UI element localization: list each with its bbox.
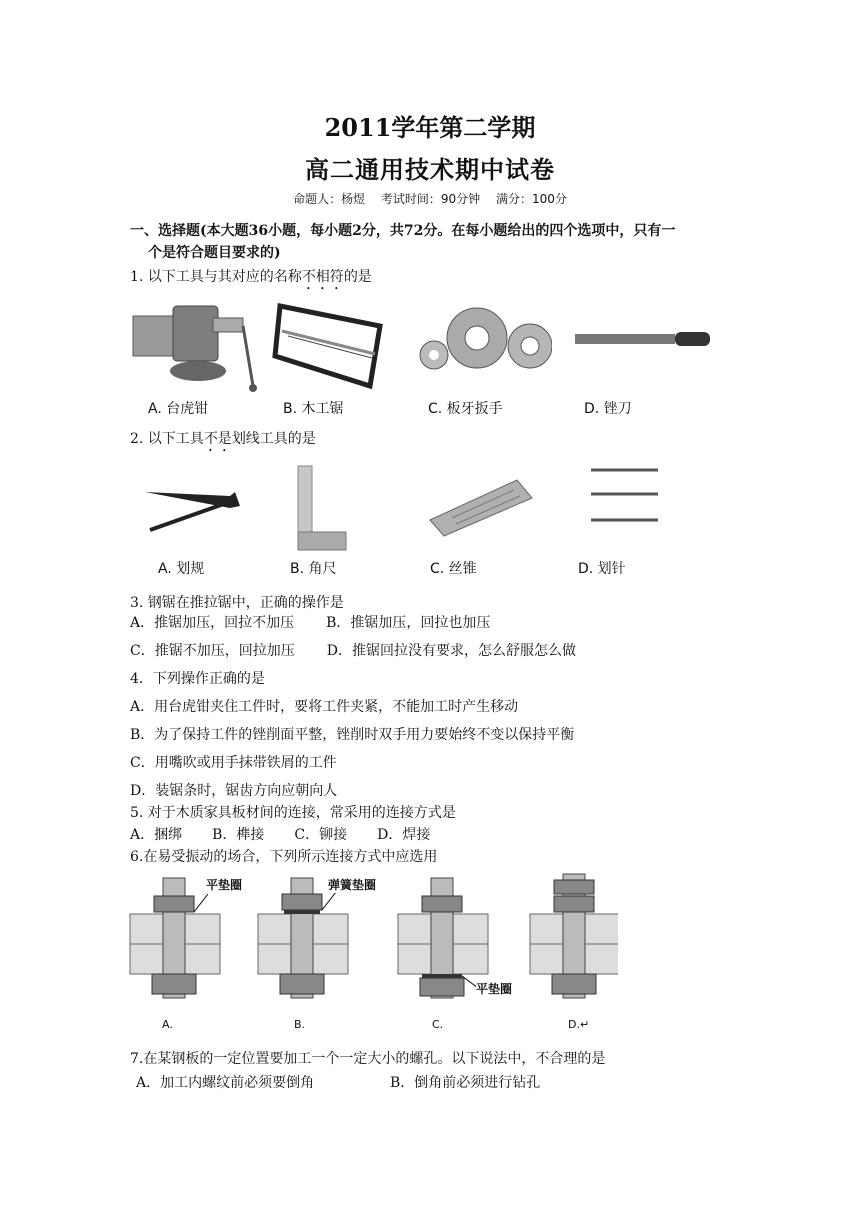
q2-caption-b: B. 角尺 (290, 561, 337, 577)
q2-caption-a: A. 划规 (158, 561, 205, 577)
bolt-diagram-d (530, 874, 618, 998)
divider-compass-image (140, 480, 250, 540)
section-heading-line2: 个是符合题目要求的) (148, 245, 281, 261)
bolt-diagram-b (258, 878, 348, 998)
q4-option-a: A．用台虎钳夹住工件时，要将工件夹紧，不能加工时产生移动 (130, 699, 519, 715)
file-tool-image (570, 320, 720, 360)
q3-options-row1 (130, 612, 490, 632)
exam-meta (0, 190, 860, 207)
q2-caption-c: C. 丝锥 (430, 561, 477, 577)
try-square-image (290, 462, 350, 556)
q1-caption-c: C. 板牙扳手 (428, 401, 503, 417)
wood-saw-image (270, 296, 390, 396)
q1-caption-b: B. 木工锯 (283, 401, 344, 417)
q5-option-b: B．榫接 (212, 827, 265, 843)
q1-caption-a: A. 台虎钳 (148, 401, 209, 417)
q3-option-c: C．推锯不加压，回拉加压 (130, 643, 295, 659)
q6-caption-c: C. (432, 1018, 444, 1031)
q4-option-b: B．为了保持工件的锉削面平整，锉削时双手用力要始终不变以保持平衡 (130, 727, 575, 743)
q3-option-a: A．推锯加压，回拉不加压 (130, 615, 295, 631)
q5-options (130, 824, 430, 844)
question-4-stem: 4．下列操作正确的是 (130, 671, 265, 687)
bench-vise-image (128, 296, 258, 396)
q3-option-d: D．推锯回拉没有要求，怎么舒服怎么做 (326, 643, 576, 659)
author: 命题人：杨煜 (293, 192, 366, 206)
q7-option-a: A．加工内螺纹前必须要倒角 (136, 1075, 315, 1091)
question-6-stem: 6.在易受振动的场合，下列所示连接方式中应选用 (130, 849, 438, 865)
question-2-stem: 2. 以下工具不是划线工具的是 (130, 431, 316, 447)
q5-option-a: A．捆绑 (130, 827, 183, 843)
bolt-connection-diagrams (128, 872, 618, 1032)
full-score: 满分：100分 (496, 192, 567, 206)
question-3-stem: 3. 钢锯在推拉锯中，正确的操作是 (130, 595, 344, 611)
q3-option-b: B．推锯加压，回拉也加压 (326, 615, 491, 631)
emphasis-text: 不相符 (301, 269, 344, 285)
q6-caption-d: D.↵ (568, 1018, 590, 1031)
bolt-diagram-c (398, 878, 488, 998)
q5-option-d: D．焊接 (377, 827, 431, 843)
q2-caption-d: D. 划针 (578, 561, 626, 577)
section-heading-line1: 一、选择题(本大题36小题，每小题2分，共72分。在每小题给出的四个选项中，只有一 (130, 223, 676, 239)
q6-caption-a: A. (162, 1018, 173, 1031)
question-5-stem: 5. 对于木质家具板材间的连接，常采用的连接方式是 (130, 805, 456, 821)
flat-washer-label-c: 平垫圈 (476, 982, 513, 996)
q5-option-c: C．铆接 (294, 827, 348, 843)
exam-title: 高二通用技术期中试卷 (305, 155, 555, 184)
q6-caption-b: B. (294, 1018, 306, 1031)
q3-options-row2 (130, 640, 576, 660)
scriber-image (586, 462, 666, 528)
q7-option-b: B．倒角前必须进行钻孔 (390, 1075, 541, 1091)
die-wrench-image (412, 300, 552, 380)
flat-washer-label-a: 平垫圈 (206, 878, 243, 892)
bolt-diagram-a (130, 878, 220, 998)
emphasis-text: 不是 (203, 431, 232, 447)
q1-caption-d: D. 锉刀 (584, 401, 632, 417)
tap-tool-image (422, 470, 542, 540)
q4-option-d: D．装锯条时，锯齿方向应朝向人 (130, 783, 338, 799)
spring-washer-label: 弹簧垫圈 (328, 878, 377, 892)
section-heading (130, 220, 740, 264)
question-7-stem: 7.在某钢板的一定位置要加工一个一定大小的螺孔。以下说法中，不合理的是 (130, 1051, 606, 1067)
q4-option-c: C．用嘴吹或用手抹带铁屑的工件 (130, 755, 337, 771)
exam-term-title: 2011学年第二学期 (324, 113, 536, 142)
exam-time: 考试时间：90分钟 (380, 192, 481, 206)
question-1-stem: 1. 以下工具与其对应的名称不相符的是 (130, 269, 372, 285)
